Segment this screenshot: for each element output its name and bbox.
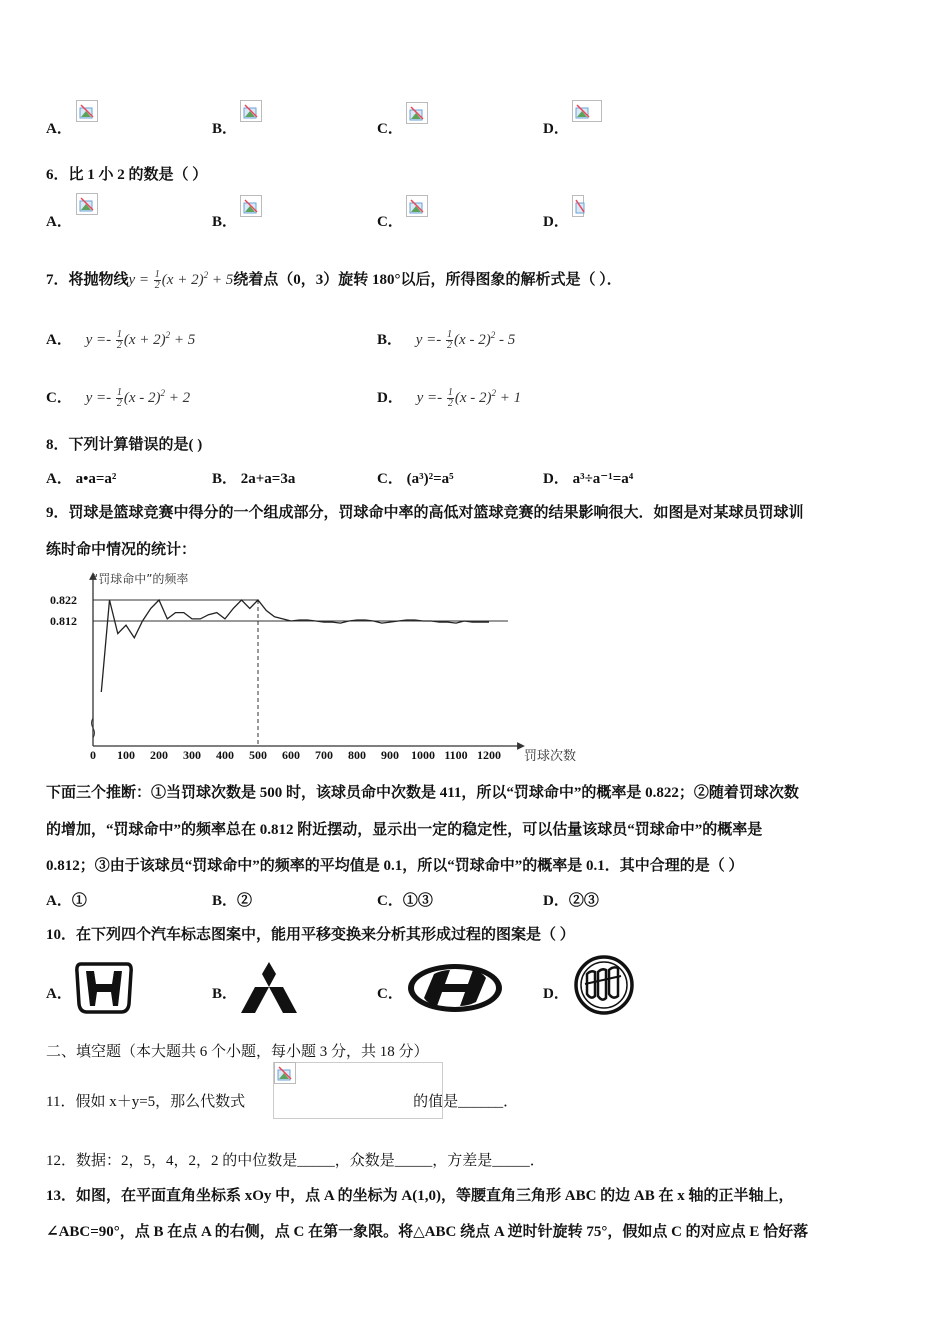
option-label: B． <box>377 332 403 348</box>
option-label: D． <box>543 121 569 137</box>
option-d: D． a³÷a⁻¹=a⁴ <box>543 471 634 487</box>
question-7-option-d: D． y =- $\frac{1}{2}$ (x - 2)$^2$ + 1 <box>377 387 522 410</box>
question-13-line1: 13．如图，在平面直角坐标系 xOy 中，点 A 的坐标为 A(1,0)，等腰直角三角形 ABC 的边 AB 在 x 轴的正半轴上， <box>46 1188 794 1204</box>
x-tick-label: 700 <box>315 748 333 762</box>
y-tick-label: 0.822 <box>50 593 77 607</box>
option-b: B．② <box>212 893 253 909</box>
formula-tail: + 5 <box>170 332 196 348</box>
x-tick-label: 1000 <box>411 748 435 762</box>
formula-lhs: y =- <box>85 332 112 348</box>
option-label: D． <box>543 214 569 230</box>
formula-body: (x - 2) <box>454 332 491 348</box>
broken-image-icon <box>406 195 428 217</box>
x-tick-label: 0 <box>90 748 96 762</box>
x-tick-label: 100 <box>117 748 135 762</box>
x-tick-label: 600 <box>282 748 300 762</box>
question-7-stem-pre: 7．将抛物线 <box>46 272 129 288</box>
option-c: C．①③ <box>377 893 433 909</box>
broken-image-icon <box>240 195 262 217</box>
question-7-stem-post: 绕着点（0，3）旋转 180°以后，所得图象的解析式是（ ）． <box>233 272 622 288</box>
formula-lhs: y =- <box>416 390 443 406</box>
option-c: C． (a³)²=a⁵ <box>377 471 454 487</box>
honda-logo <box>75 962 133 1014</box>
frequency-line-chart <box>46 568 586 768</box>
option-label: A． <box>46 214 72 230</box>
option-label: C． <box>46 390 72 406</box>
frac-den: 2 <box>154 280 160 292</box>
x-tick-label: 500 <box>249 748 267 762</box>
question-12: 12．数据：2，5，4，2，2 的中位数是_____，众数是_____，方差是_____． <box>46 1153 545 1169</box>
question-9-text-line3: 0.812；③由于该球员“罚球命中”的频率的平均值是 0.1，所以“罚球命中”的概率是 0.1．其中合理的是（ ） <box>46 858 744 874</box>
x-tick-label: 900 <box>381 748 399 762</box>
x-axis-label: 罚球次数 <box>524 749 577 764</box>
broken-image-icon <box>240 100 262 122</box>
series-line <box>101 600 489 692</box>
broken-image-icon <box>572 100 602 122</box>
formula-tail: + 2 <box>165 390 191 406</box>
broken-image-icon <box>76 100 98 122</box>
question-7-option-b: B． y =- $\frac{1}{2}$ (x - 2)$^2$ - 5 <box>377 329 516 352</box>
option-label: B． <box>212 121 238 137</box>
formula-body: (x + 2) <box>123 332 166 348</box>
option-label: B． <box>212 986 238 1002</box>
section-2-heading: 二、填空题（本大题共 6 个小题，每小题 3 分，共 18 分） <box>46 1044 429 1060</box>
option-label: B． <box>212 214 238 230</box>
question-13-line2: ∠ABC=90°，点 B 在点 A 的右侧，点 C 在第一象限。将△ABC 绕点 A 逆时针旋转 75°，假如点 C 的对应点 E 恰好落 <box>46 1224 809 1240</box>
formula-body: (x - 2) <box>454 390 492 406</box>
x-tick-label: 1100 <box>444 748 468 762</box>
formula-tail: + 1 <box>496 390 522 406</box>
formula-lhs: y =- <box>85 390 112 406</box>
buick-logo <box>573 954 635 1016</box>
mitsubishi-logo <box>238 960 300 1016</box>
question-10-stem: 10．在下列四个汽车标志图案中，能用平移变换来分析其形成过程的图案是（ ） <box>46 927 575 943</box>
option-a: A． a•a=a² <box>46 471 117 487</box>
exponent: 2 <box>203 270 209 280</box>
y-axis-label: “罚球命中”的频率 <box>92 572 189 586</box>
question-8-stem: 8．下列计算错误的是( ) <box>46 437 203 453</box>
hyundai-logo <box>406 962 504 1014</box>
option-d: D．②③ <box>543 893 599 909</box>
option-label: D． <box>543 986 569 1002</box>
question-7-formula: y = $\frac{1}{2}$ $(x + 2)^2 + 5$ <box>128 269 234 292</box>
question-11-pre: 11．假如 x＋y=5，那么代数式 <box>46 1094 246 1110</box>
option-label: A． <box>46 332 72 348</box>
formula-body: (x - 2) <box>123 390 161 406</box>
broken-image-icon <box>572 195 584 217</box>
question-6-stem: 6．比 1 小 2 的数是（ ） <box>46 167 208 183</box>
broken-image-icon <box>76 193 98 215</box>
x-tick-label: 400 <box>216 748 234 762</box>
y-tick-label: 0.812 <box>50 614 77 628</box>
option-label: C． <box>377 214 403 230</box>
option-a: A．① <box>46 893 87 909</box>
formula-lhs: y =- <box>415 332 442 348</box>
option-label: A． <box>46 121 72 137</box>
broken-image-icon <box>406 102 428 124</box>
frac-num: 1 <box>154 269 160 281</box>
option-label: A． <box>46 986 72 1002</box>
x-tick-label: 200 <box>150 748 168 762</box>
question-11-post: 的值是______． <box>413 1094 519 1110</box>
question-9-text-line1: 下面三个推断：①当罚球次数是 500 时，该球员命中次数是 411，所以“罚球命中”的概率是 0.822；②随着罚球次数 <box>46 785 799 801</box>
question-7-stem <box>46 268 622 291</box>
option-label: C． <box>377 986 403 1002</box>
missing-expression-image <box>273 1062 443 1119</box>
option-label: C． <box>377 121 403 137</box>
question-9-stem-line2: 练时命中情况的统计： <box>46 542 197 558</box>
formula-tail: - 5 <box>495 332 516 348</box>
option-label: D． <box>377 390 403 406</box>
x-tick-label: 1200 <box>477 748 501 762</box>
question-9-stem-line1: 9．罚球是篮球竞赛中得分的一个组成部分，罚球命中率的高低对篮球竞赛的结果影响很大．如图是对某球员罚球训 <box>46 505 804 521</box>
x-tick-label: 800 <box>348 748 366 762</box>
question-7-option-a: A． y =- $\frac{1}{2}$ $(x + 2)^2 + 5$ <box>46 329 196 352</box>
broken-image-icon <box>274 1062 296 1084</box>
question-7-option-c: C． y =- $\frac{1}{2}$ (x - 2)$^2$ + 2 <box>46 387 191 410</box>
option-b: B． 2a+a=3a <box>212 471 296 487</box>
question-9-text-line2: 的增加，“罚球命中”的频率总在 0.812 附近摆动，显示出一定的稳定性，可以估量该球员“罚球命中”的概率是 <box>46 822 763 838</box>
x-tick-label: 300 <box>183 748 201 762</box>
